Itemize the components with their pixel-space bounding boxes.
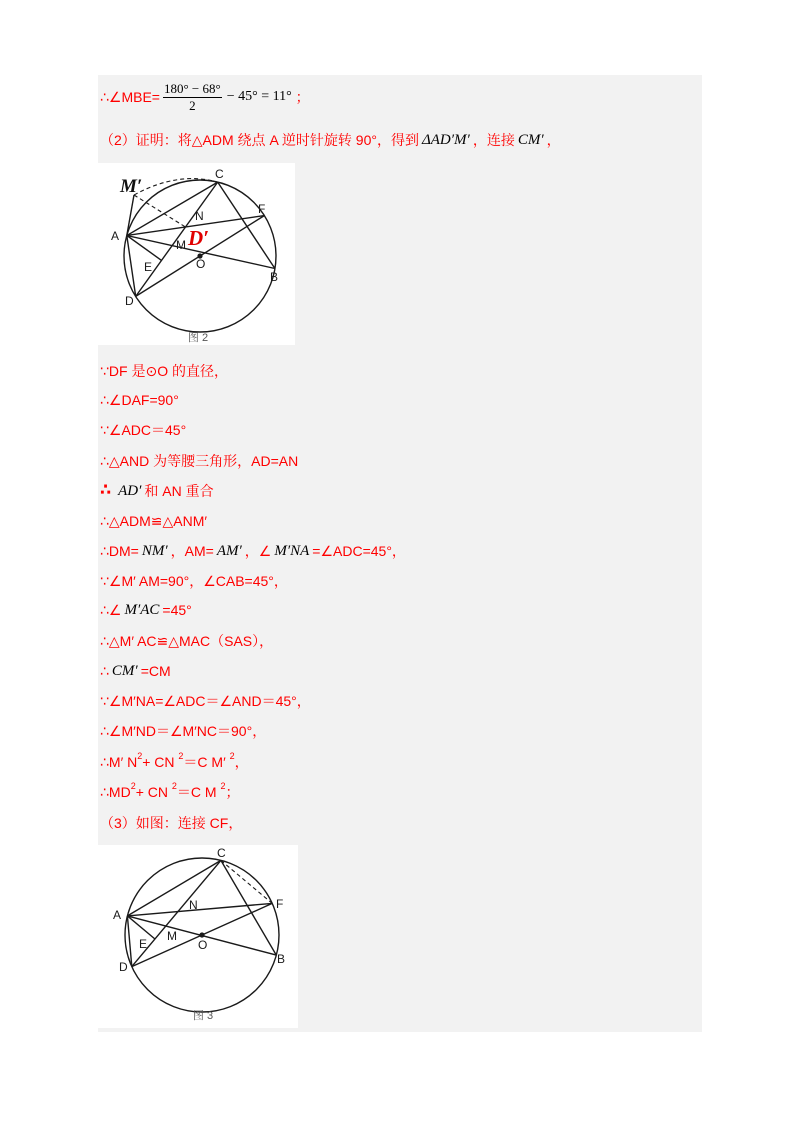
proof-text: ∴DM= — [100, 543, 139, 559]
label-m: M — [167, 929, 177, 943]
proof-text: 和 AN 重合 — [144, 483, 214, 499]
proof-line-8 — [100, 511, 207, 531]
math-expression: CM′ — [517, 132, 544, 148]
label-e: E — [144, 260, 153, 274]
proof-line-9 — [100, 541, 406, 561]
proof-line-18 — [100, 813, 242, 833]
proof-text: ＝C M — [176, 784, 221, 800]
proof-text: ∴△ADM≌△ANM′ — [100, 513, 208, 529]
proof-text: =CM — [140, 663, 171, 679]
proof-line-7 — [100, 481, 214, 501]
figure-3-caption: 图 3 — [192, 1010, 214, 1022]
math-expression: AM′ — [216, 543, 242, 559]
proof-line-1 — [100, 80, 310, 113]
figure-2-caption: 图 2 — [187, 332, 209, 344]
fraction-numerator: 180° − 68° — [163, 80, 221, 96]
label-n: N — [195, 209, 204, 223]
label-a: A — [113, 908, 122, 922]
segment-am-prime — [127, 195, 134, 236]
center-point-o — [199, 932, 204, 937]
proof-line-13 — [100, 661, 171, 681]
proof-text: ∴△AND 为等腰三角形，AD=AN — [100, 453, 299, 469]
label-m: M — [176, 238, 186, 252]
proof-text: ∴∠MBE= — [100, 89, 160, 105]
proof-text: + CN — [142, 754, 179, 770]
proof-line-12 — [100, 631, 273, 651]
label-b: B — [277, 952, 286, 966]
proof-text: + CN — [135, 784, 172, 800]
proof-line-17 — [100, 782, 239, 802]
proof-text: （2）证明：将△ADM 绕点 A 逆时针旋转 90°，得到 — [100, 132, 419, 148]
proof-text: =∠ADC=45°， — [312, 543, 406, 559]
math-expression: ΔAD′M′ — [421, 132, 470, 148]
proof-text: ， — [546, 132, 561, 148]
math-value: − 45° = 11° — [226, 89, 292, 104]
proof-text: ，AM= — [170, 543, 214, 559]
label-b: B — [270, 270, 279, 284]
dashed-segment-m-prime-n — [134, 195, 186, 227]
proof-text: ，连接 — [472, 132, 515, 148]
label-m-prime: M′ — [120, 176, 143, 197]
dashed-segment-cm-prime — [134, 179, 218, 195]
math-expression: AD′ — [118, 483, 142, 499]
label-n: N — [189, 898, 198, 912]
proof-text: ∵∠ADC＝45° — [100, 422, 187, 438]
proof-text: ， — [234, 754, 249, 770]
figure-3-diagram — [98, 845, 298, 1028]
label-o: O — [198, 938, 208, 952]
figure-2 — [98, 163, 295, 345]
fraction-denominator: 2 — [189, 97, 196, 113]
math-expression: NM′ — [141, 543, 168, 559]
dashed-segment-cf — [221, 860, 272, 903]
proof-text: ，∠ — [244, 543, 272, 559]
proof-text: ∴M′ N — [100, 754, 138, 770]
proof-text: ∴∠DAF=90° — [100, 392, 179, 408]
superscript: 2 — [137, 751, 143, 761]
proof-text: ∴∠M′ND＝∠M′NC＝90°， — [100, 723, 267, 739]
proof-line-10 — [100, 571, 288, 591]
proof-text: ∴∠ — [100, 602, 122, 618]
proof-line-11 — [100, 600, 192, 620]
therefore-symbol: ∴ — [100, 482, 112, 499]
label-d: D — [119, 960, 128, 974]
figure-3 — [98, 845, 298, 1028]
proof-line-15 — [100, 721, 266, 741]
proof-text: ∴MD — [100, 784, 131, 800]
proof-text: ∵DF 是⊙O 的直径， — [100, 363, 228, 379]
superscript: 2 — [220, 781, 226, 791]
proof-line-5 — [100, 420, 186, 440]
proof-text: ； — [291, 89, 310, 105]
proof-text: ∴△M′ AC≌△MAC（SAS）， — [100, 633, 274, 649]
proof-line-3 — [100, 361, 228, 381]
label-e: E — [139, 937, 148, 951]
label-d-prime: D′ — [188, 226, 210, 250]
segment-ad — [127, 916, 131, 967]
proof-text: （3）如图：连接 CF， — [100, 815, 243, 831]
proof-text: ； — [225, 784, 240, 800]
label-c: C — [215, 167, 224, 181]
proof-text: ∵∠M′ AM=90°，∠CAB=45°， — [100, 573, 288, 589]
superscript: 2 — [178, 751, 184, 761]
proof-line-2 — [100, 130, 561, 150]
proof-line-4 — [100, 390, 179, 410]
label-f: F — [258, 202, 266, 216]
label-c: C — [217, 846, 226, 860]
label-a: A — [111, 229, 120, 243]
figure-2-diagram — [98, 163, 295, 345]
label-o: O — [196, 257, 206, 271]
math-expression: M′NA — [274, 543, 310, 559]
label-f: F — [276, 897, 284, 911]
proof-line-14 — [100, 691, 311, 711]
label-d: D — [125, 294, 134, 308]
proof-text: ∴ — [100, 663, 109, 679]
proof-text: =45° — [162, 602, 192, 618]
proof-line-6 — [100, 451, 298, 471]
proof-text: ＝C M′ — [183, 754, 230, 770]
superscript: 2 — [130, 781, 136, 791]
superscript: 2 — [229, 751, 235, 761]
fraction — [163, 82, 222, 113]
math-expression: M′AC — [124, 602, 160, 618]
proof-text: ∵∠M′NA=∠ADC＝∠AND＝45°， — [100, 693, 311, 709]
math-expression: CM′ — [111, 663, 138, 679]
proof-line-16 — [100, 752, 249, 772]
superscript: 2 — [171, 781, 177, 791]
